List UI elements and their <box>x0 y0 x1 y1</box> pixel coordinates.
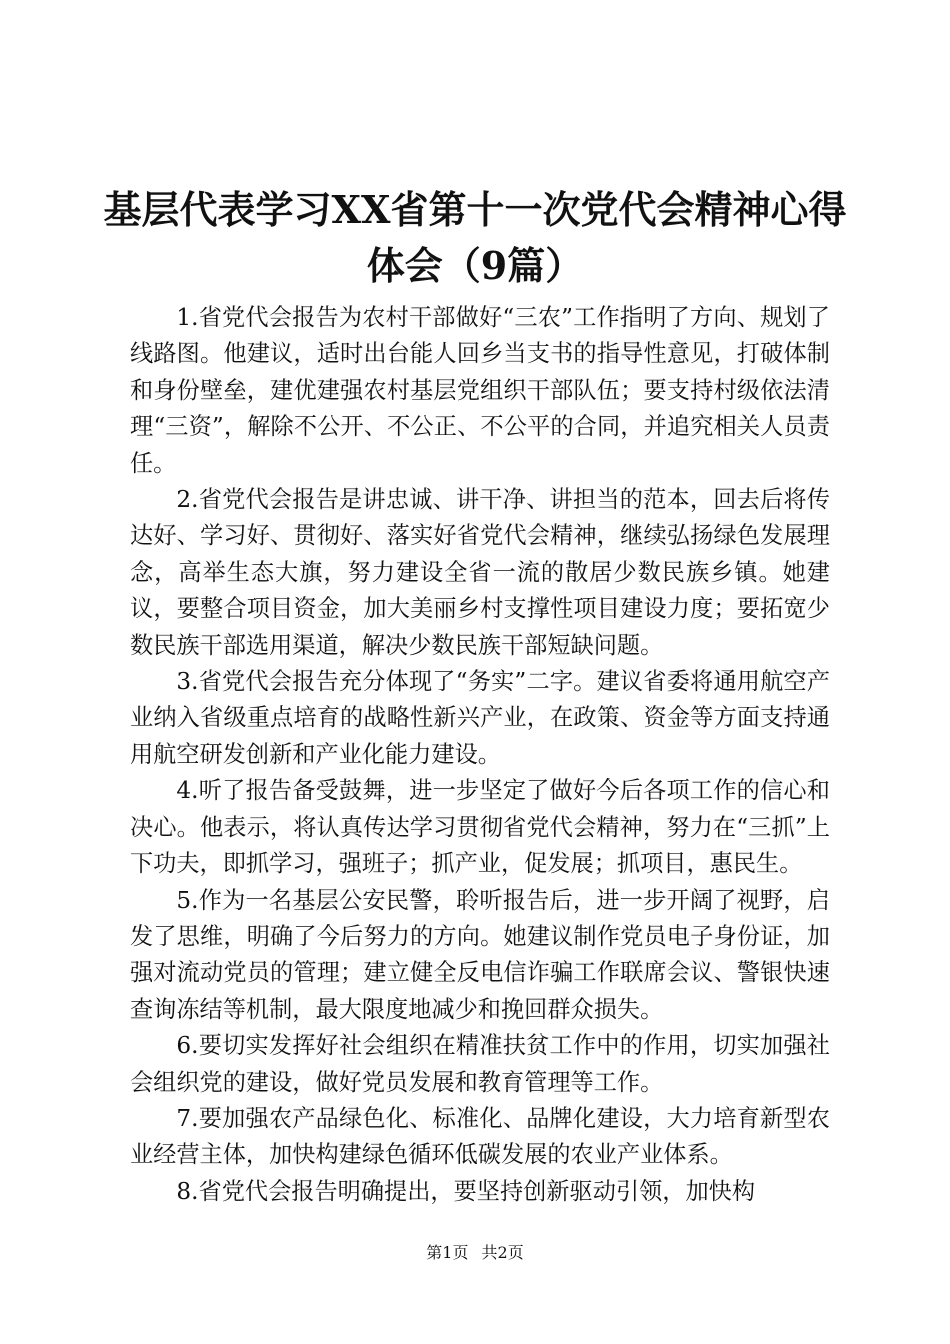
paragraph-2: 2.省党代会报告是讲忠诚、讲干净、讲担当的范本，回去后将传达好、学习好、贯彻好、落实好省党代会精神，继续弘扬绿色发展理念，高举生态大旗，努力建设全省一流的散居少数民族乡镇。她建议，要整合项目资金，加大美丽乡村支撑性项目建设力度；要拓宽少数民族干部选用渠道，解决少数民族干部短缺问题。 <box>130 486 830 659</box>
paragraph-8: 8.省党代会报告明确提出，要坚持创新驱动引领，加快构 <box>176 1177 756 1205</box>
page-number: 第1页 <box>426 1243 469 1262</box>
document-body <box>130 300 830 1210</box>
paragraph-1: 1.省党代会报告为农村干部做好“三农”工作指明了方向、规划了线路图。他建议，适时出台能人回乡当支书的指导性意见，打破体制和身份壁垒，建优建强农村基层党组织干部队伍；要支持村级依法清理“三资”，解除不公开、不公正、不公平的合同，并追究相关人员责任。 <box>130 304 830 477</box>
document-title-line-2: 体会（9篇） <box>366 243 584 288</box>
paragraph-4: 4.听了报告备受鼓舞，进一步坚定了做好今后各项工作的信心和决心。他表示，将认真传达学习贯彻省党代会精神，努力在“三抓”上下功夫，即抓学习，强班子；抓产业，促发展；抓项目，惠民生。 <box>130 777 830 878</box>
paragraph-7: 7.要加强农产品绿色化、标准化、品牌化建设，大力培育新型农业经营主体，加快构建绿色循环低碳发展的农业产业体系。 <box>130 1104 830 1169</box>
paragraph-3: 3.省党代会报告充分体现了“务实”二字。建议省委将通用航空产业纳入省级重点培育的战略性新兴产业，在政策、资金等方面支持通用航空研发创新和产业化能力建设。 <box>130 668 830 768</box>
page-footer <box>0 1243 950 1263</box>
document-title-line-1: 基层代表学习XX省第十一次党代会精神心得 <box>103 187 847 232</box>
paragraph-6: 6.要切实发挥好社会组织在精准扶贫工作中的作用，切实加强社会组织党的建设，做好党员发展和教育管理等工作。 <box>130 1032 830 1096</box>
page-total: 共2页 <box>481 1243 524 1262</box>
paragraph-5: 5.作为一名基层公安民警，聆听报告后，进一步开阔了视野，启发了思维，明确了今后努力的方向。她建议制作党员电子身份证，加强对流动党员的管理；建立健全反电信诈骗工作联席会议、警银快速查询冻结等机制，最大限度地减少和挽回群众损失。 <box>130 886 830 1023</box>
